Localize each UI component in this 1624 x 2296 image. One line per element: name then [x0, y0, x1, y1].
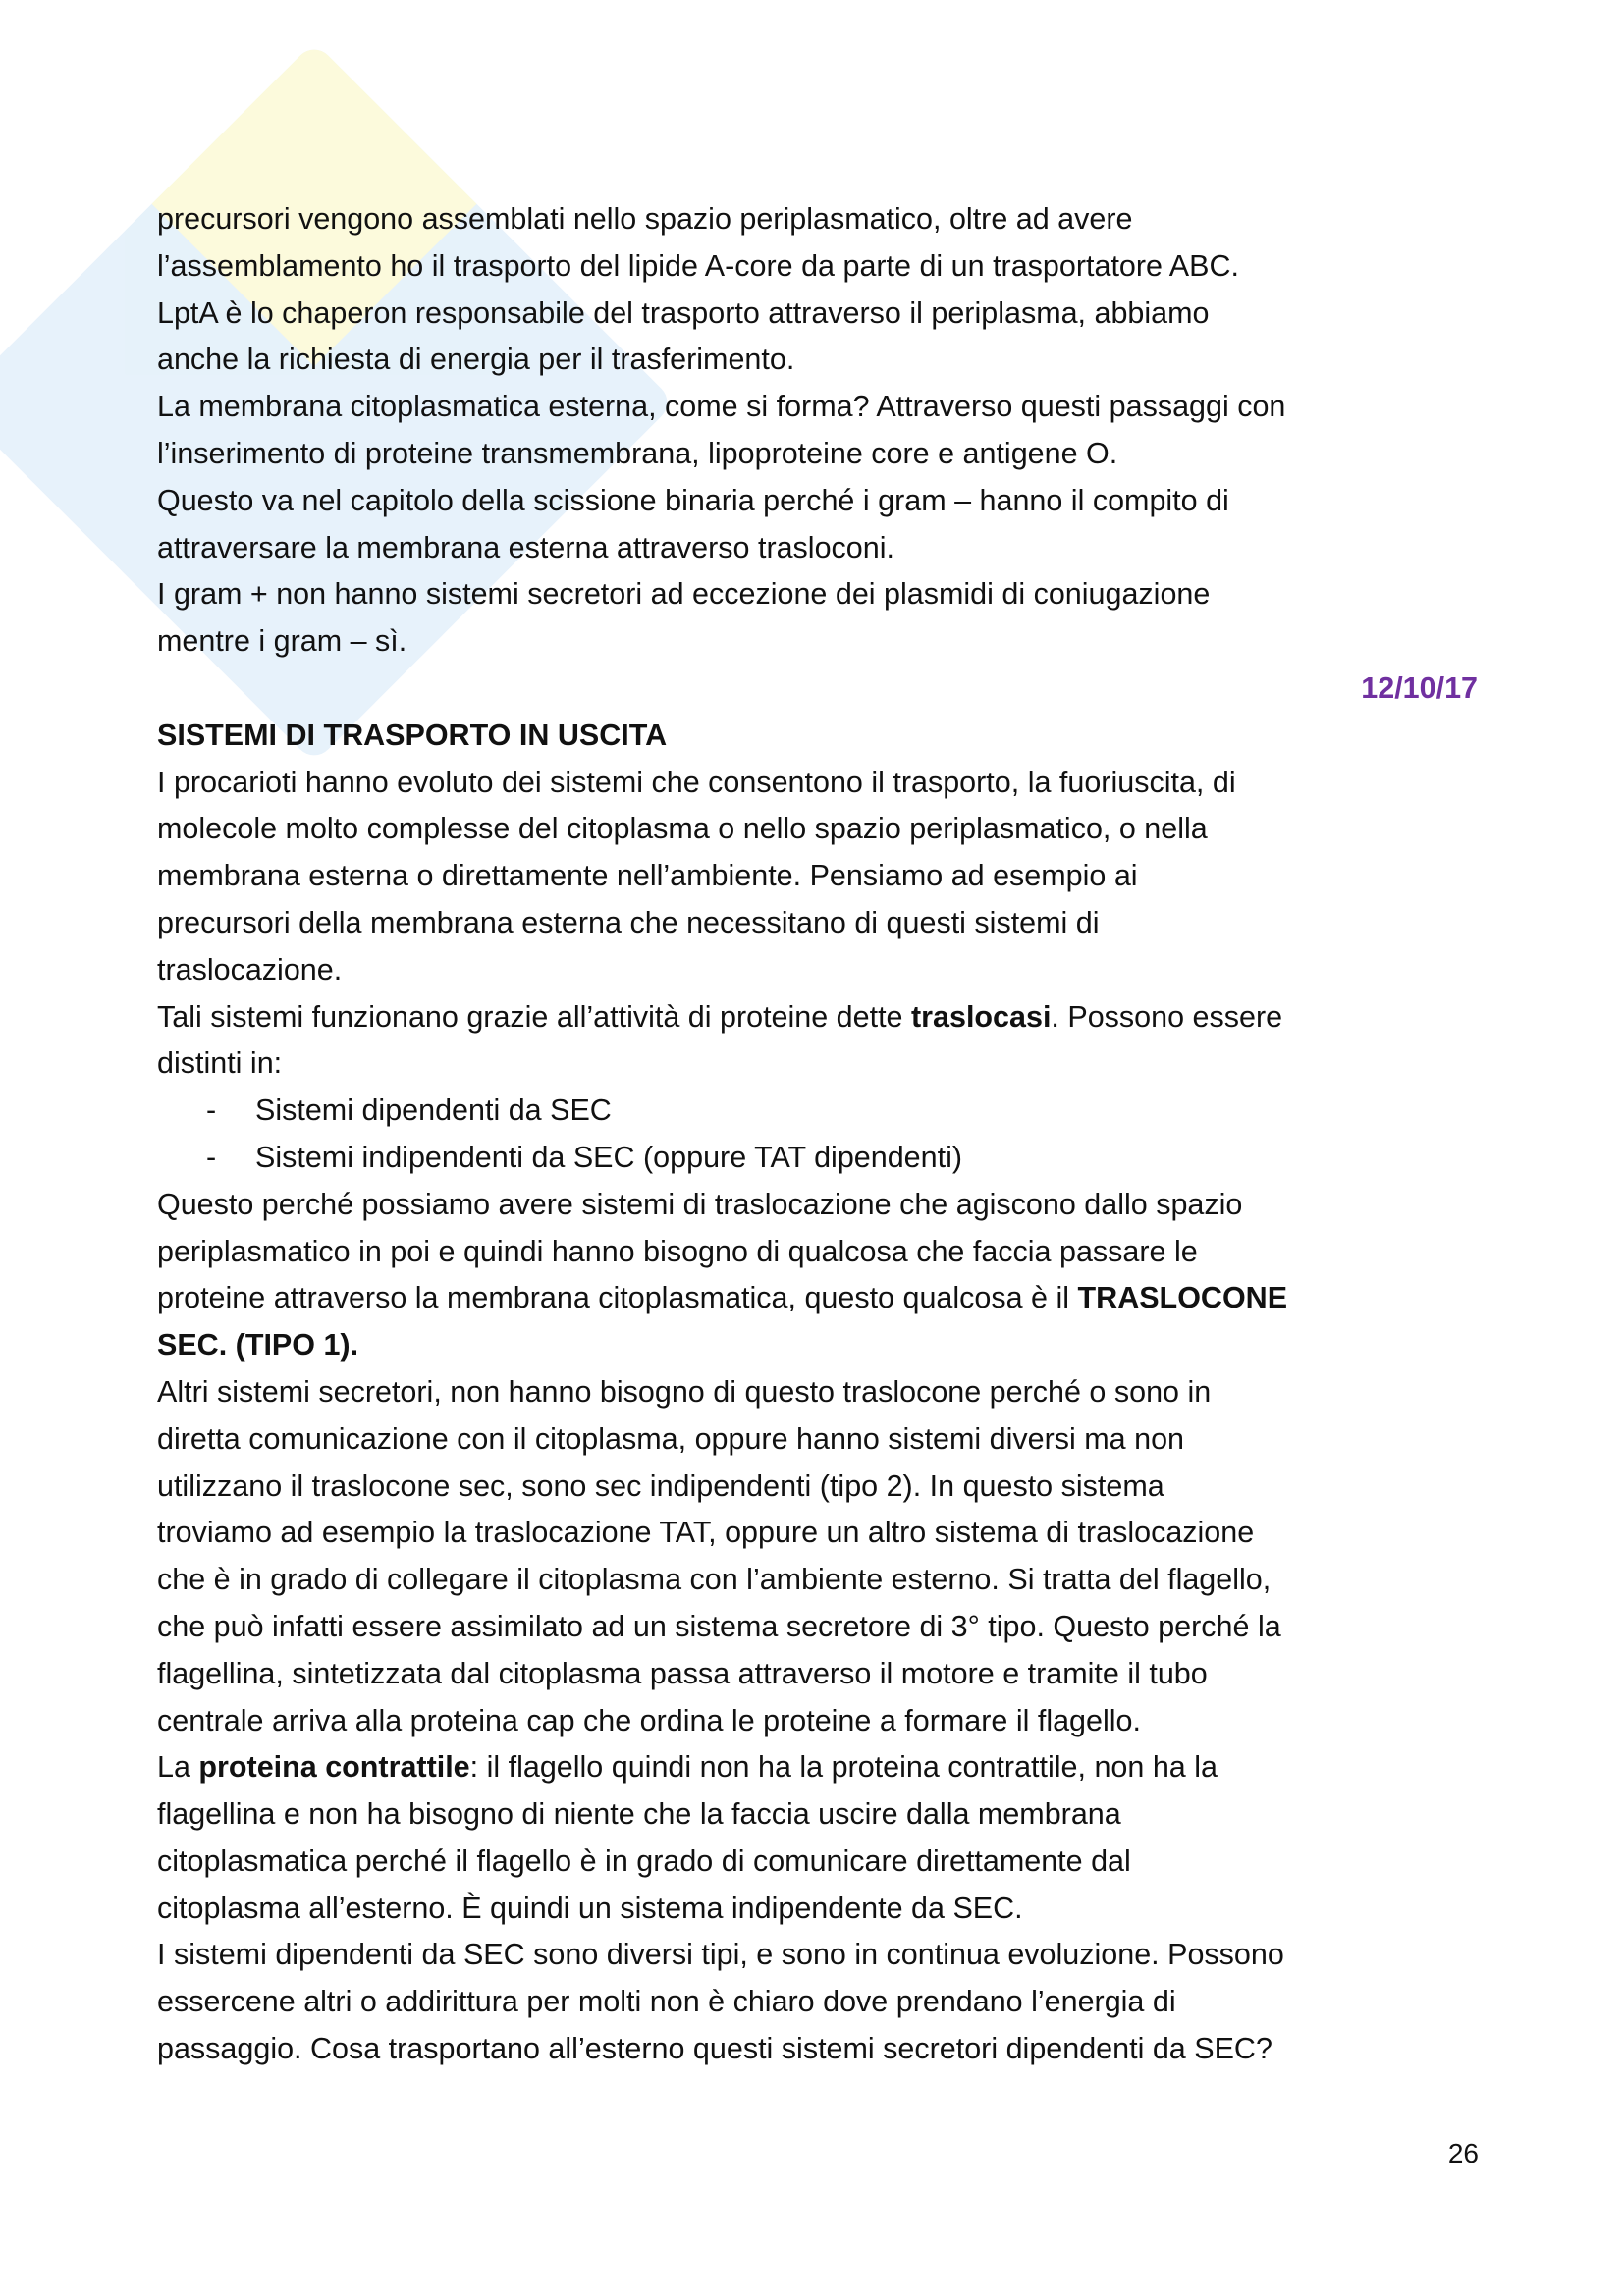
text-run: : il flagello quindi non ha la proteina contrattile, non ha la	[469, 1750, 1218, 1785]
text-line	[157, 1791, 1492, 1839]
text-run: Altri sistemi secretori, non hanno bisogno di questo traslocone perché o sono in	[157, 1374, 1212, 1409]
text-run: La	[157, 1750, 199, 1785]
text-run: I procarioti hanno evoluto dei sistemi che consentono il trasporto, la fuoriuscita, di	[157, 765, 1236, 799]
text-run: LptA è lo chaperon responsabile del trasporto attraverso il periplasma, abbiamo	[157, 295, 1210, 330]
text-line	[157, 618, 1492, 666]
text-run: centrale arriva alla proteina cap che ordina le proteine a formare il flagello.	[157, 1703, 1141, 1737]
text-line	[157, 1604, 1492, 1651]
text-run: flagellina, sintetizzata dal citoplasma passa attraverso il motore e tramite il tubo	[157, 1656, 1208, 1690]
text-line	[157, 1557, 1492, 1604]
text-run: precursori della membrana esterna che necessitano di questi sistemi di	[157, 905, 1100, 939]
bullet-dash: -	[206, 1094, 217, 1128]
text-run: I sistemi dipendenti da SEC sono diversi tipi, e sono in continua evoluzione. Possono	[157, 1938, 1284, 1972]
bold-text: proteina contrattile	[198, 1750, 470, 1785]
bold-text: SEC. (TIPO 1).	[157, 1328, 359, 1362]
text-line	[157, 994, 1492, 1041]
text-line	[157, 900, 1492, 947]
text-run: citoplasma all’esterno. È quindi un sistema indipendente da SEC.	[157, 1891, 1023, 1925]
text-run: Sistemi dipendenti da SEC	[255, 1094, 612, 1128]
paragraph-block-main	[157, 760, 1492, 2073]
text-line	[157, 1275, 1492, 1322]
text-line	[157, 1886, 1492, 1933]
text-run: che è in grado di collegare il citoplasma con l’ambiente esterno. Si tratta del flagello,	[157, 1563, 1272, 1597]
text-run: passaggio. Cosa trasportano all’esterno questi sistemi secretori dipendenti da SEC?	[157, 2032, 1272, 2066]
text-line	[157, 1041, 1492, 1088]
paragraph-block-intro	[157, 196, 1492, 666]
text-run: l’assemblamento ho il trasporto del lipide A-core da parte di un trasportatore ABC.	[157, 248, 1239, 283]
text-line	[157, 478, 1492, 525]
text-line	[157, 196, 1492, 243]
text-line	[157, 291, 1492, 338]
text-run: anche la richiesta di energia per il trasferimento.	[157, 343, 795, 377]
text-line	[157, 1416, 1492, 1464]
text-run: che può infatti essere assimilato ad un sistema secretore di 3° tipo. Questo perché la	[157, 1609, 1281, 1643]
text-run: Questo va nel capitolo della scissione binaria perché i gram – hanno il compito di	[157, 483, 1229, 517]
text-run: . Possono essere	[1051, 999, 1283, 1034]
text-line	[157, 1464, 1492, 1511]
text-run: proteine attraverso la membrana citoplasmatica, questo qualcosa è il	[157, 1281, 1078, 1315]
text-line	[157, 337, 1492, 384]
text-line	[157, 1698, 1492, 1745]
text-line	[157, 525, 1492, 572]
text-line	[157, 2026, 1492, 2073]
text-run: traslocazione.	[157, 952, 343, 987]
text-line	[157, 806, 1492, 853]
text-line	[157, 1744, 1492, 1791]
bullet-dash: -	[206, 1140, 217, 1174]
text-run: distinti in:	[157, 1046, 283, 1081]
text-run: membrana esterna o direttamente nell’ambiente. Pensiamo ad esempio ai	[157, 859, 1138, 893]
text-line	[157, 1369, 1492, 1416]
text-run: l’inserimento di proteine transmembrana, lipoproteine core e antigene O.	[157, 436, 1118, 470]
text-run: mentre i gram – sì.	[157, 624, 407, 659]
text-run: Tali sistemi funzionano grazie all’attività di proteine dette	[157, 999, 911, 1034]
text-run: utilizzano il traslocone sec, sono sec indipendenti (tipo 2). In questo sistema	[157, 1468, 1164, 1503]
text-run: troviamo ad esempio la traslocazione TAT, oppure un altro sistema di traslocazione	[157, 1516, 1255, 1550]
text-line	[157, 1322, 1492, 1369]
text-line	[157, 243, 1492, 291]
text-line	[157, 1651, 1492, 1698]
section-heading: SISTEMI DI TRASPORTO IN USCITA	[157, 718, 668, 752]
text-run: periplasmatico in poi e quindi hanno bisogno di qualcosa che faccia passare le	[157, 1234, 1198, 1268]
bullet-list-item	[157, 1088, 1492, 1135]
text-run: diretta comunicazione con il citoplasma, oppure hanno sistemi diversi ma non	[157, 1421, 1185, 1456]
bold-text: TRASLOCONE	[1077, 1281, 1288, 1315]
text-line	[157, 947, 1492, 994]
text-line	[157, 1229, 1492, 1276]
text-run: precursori vengono assemblati nello spazio periplasmatico, oltre ad avere	[157, 202, 1133, 236]
text-line	[157, 1839, 1492, 1886]
text-line	[157, 571, 1492, 618]
text-line	[157, 1932, 1492, 1979]
text-line	[157, 1979, 1492, 2026]
text-run: flagellina e non ha bisogno di niente che la faccia uscire dalla membrana	[157, 1797, 1121, 1832]
text-run: I gram + non hanno sistemi secretori ad eccezione dei plasmidi di coniugazione	[157, 577, 1211, 612]
text-run: citoplasmatica perché il flagello è in grado di comunicare direttamente dal	[157, 1843, 1131, 1878]
text-line	[157, 853, 1492, 900]
document-body	[157, 196, 1492, 2073]
text-line	[157, 1182, 1492, 1229]
text-run: Questo perché possiamo avere sistemi di traslocazione che agiscono dallo spazio	[157, 1187, 1243, 1221]
text-line	[157, 431, 1492, 478]
text-run: La membrana citoplasmatica esterna, come si forma? Attraverso questi passaggi con	[157, 390, 1286, 424]
text-line	[157, 384, 1492, 431]
lecture-date: 12/10/17	[1361, 670, 1478, 705]
text-line	[157, 1510, 1492, 1557]
text-run: Sistemi indipendenti da SEC (oppure TAT dipendenti)	[255, 1140, 962, 1174]
text-run: essercene altri o addirittura per molti non è chiaro dove prendano l’energia di	[157, 1985, 1176, 2019]
page-number: 26	[1447, 2138, 1479, 2168]
text-run: molecole molto complesse del citoplasma o nello spazio periplasmatico, o nella	[157, 812, 1208, 846]
text-run: attraversare la membrana esterna attraverso trasloconi.	[157, 530, 894, 564]
text-line	[157, 760, 1492, 807]
bold-text: traslocasi	[911, 999, 1052, 1034]
bullet-list-item	[157, 1135, 1492, 1182]
